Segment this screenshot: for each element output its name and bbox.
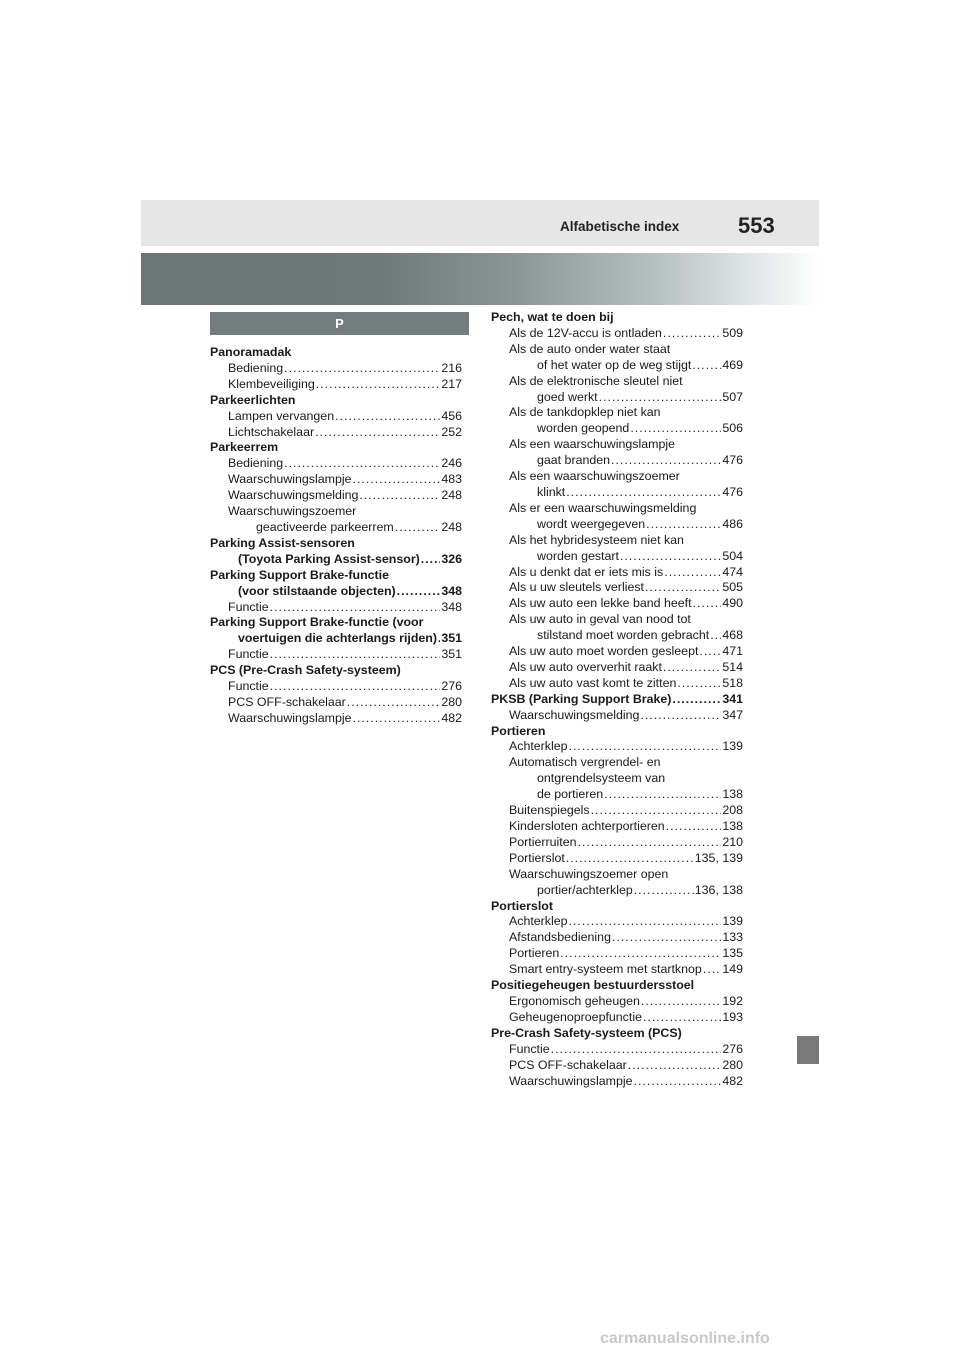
page-reference: 149: [722, 962, 743, 977]
index-heading: [491, 978, 743, 994]
entry-text: Waarschuwingszoemer: [228, 504, 357, 519]
entry-text: Ergonomisch geheugen: [509, 993, 640, 1008]
index-heading: [210, 536, 462, 568]
entry-text: PCS OFF-schakelaar: [228, 694, 346, 709]
entry-text: Portieren: [491, 723, 546, 738]
dot-leader: [270, 600, 441, 616]
dot-leader: [395, 520, 441, 536]
page-reference: 135, 139: [694, 850, 743, 865]
entry-text: Portierslot: [509, 850, 565, 865]
entry-text: gaat branden: [537, 453, 611, 468]
index-subentry: [491, 612, 743, 644]
entry-text: Als uw auto oververhit raakt: [509, 659, 662, 674]
dot-leader: [628, 1058, 722, 1074]
page-reference: 252: [441, 424, 462, 439]
dot-leader: [566, 851, 694, 867]
dot-leader: [646, 517, 721, 533]
index-subentry: [210, 472, 462, 488]
index-heading: [491, 310, 743, 326]
entry-text: Als een waarschuwingslampje: [509, 437, 675, 452]
page-reference: 348: [441, 599, 462, 614]
page-reference: 138: [722, 787, 743, 802]
entry-text: Geheugenoproepfunctie: [509, 1009, 642, 1024]
index-subentry: [210, 425, 462, 441]
entry-text: Panoramadak: [210, 345, 292, 359]
dot-leader: [569, 739, 722, 755]
dot-leader: [315, 425, 440, 441]
index-heading: [491, 1026, 743, 1042]
dot-leader: [693, 596, 722, 612]
entry-text: stilstand moet worden gebracht: [537, 628, 710, 643]
dot-leader: [703, 962, 722, 978]
page-reference: 280: [722, 1057, 743, 1072]
dot-leader: [335, 409, 440, 425]
index-subentry: [491, 374, 743, 406]
entry-text: Kindersloten achterportieren: [509, 819, 665, 833]
entry-text: Als de 12V-accu is ontladen: [509, 325, 662, 340]
index-heading: [210, 440, 462, 456]
entry-text: Functie: [228, 647, 269, 662]
header-band: [141, 200, 819, 246]
page-reference: 347: [722, 707, 743, 722]
index-subentry: [210, 488, 462, 504]
page-reference: 509: [722, 325, 743, 340]
decorative-gradient-band: [141, 253, 819, 305]
entry-text: PKSB (Parking Support Brake): [491, 691, 672, 706]
index-subentry: [491, 405, 743, 437]
entry-text: de portieren: [537, 787, 604, 802]
page-reference: 341: [722, 691, 743, 706]
dot-leader: [551, 1042, 722, 1058]
entry-text: Als uw auto vast komt te zitten: [509, 675, 677, 690]
entry-text: Waarschuwingszoemer open: [509, 866, 669, 881]
page-reference: 133: [722, 930, 743, 945]
entry-text: Als de auto onder water staat: [509, 341, 671, 356]
page-reference: 192: [722, 993, 743, 1008]
index-subentry: [210, 504, 462, 536]
dot-leader: [663, 326, 721, 342]
entry-text: Automatisch vergrendel- en: [509, 755, 661, 770]
page-reference: 505: [722, 580, 743, 595]
dot-leader: [612, 930, 721, 946]
index-subentry: [491, 803, 743, 819]
entry-text: Parking Support Brake-functie: [210, 567, 390, 582]
entry-text: Afstandsbediening: [509, 930, 611, 945]
section-thumb-tab: [797, 1036, 819, 1064]
index-subentry: [210, 711, 462, 727]
dot-leader: [284, 361, 440, 377]
dot-leader: [640, 708, 721, 724]
index-subentry: [210, 409, 462, 425]
dot-leader: [359, 488, 440, 504]
page-reference: 351: [441, 647, 462, 662]
entry-text: Smart entry-systeem met startknop: [509, 962, 702, 977]
index-subentry: [210, 600, 462, 616]
index-subentry: [491, 660, 743, 676]
index-subentry: [491, 437, 743, 469]
entry-text: Als een waarschuwingszoemer: [509, 469, 680, 484]
entry-text: geactiveerde parkeerrem: [256, 519, 394, 534]
entry-text: Als uw auto een lekke band heeft: [509, 596, 692, 611]
dot-leader: [710, 628, 721, 644]
index-heading: [491, 899, 743, 915]
entry-text: Achterklep: [509, 739, 568, 754]
page-reference: 136, 138: [694, 882, 743, 897]
dot-leader: [560, 946, 721, 962]
entry-text: Portierslot: [491, 898, 553, 913]
dot-leader: [421, 552, 441, 568]
entry-text: of het water op de weg stijgt: [537, 357, 692, 372]
index-heading: [210, 568, 462, 600]
index-subentry: [491, 565, 743, 581]
dot-leader: [620, 549, 721, 565]
index-subentry: [491, 835, 743, 851]
dot-leader: [316, 377, 441, 393]
entry-text: (Toyota Parking Assist-sensor): [238, 551, 420, 566]
entry-text: Als uw auto in geval van nood tot: [509, 612, 691, 627]
entry-text: Parkeerrem: [210, 440, 279, 455]
entry-text: PCS (Pre-Crash Safety-systeem): [210, 663, 401, 678]
page-reference: 506: [722, 421, 743, 436]
page-reference: 193: [722, 1009, 743, 1024]
index-subentry: [491, 994, 743, 1010]
page-reference: 210: [722, 834, 743, 849]
index-subentry: [491, 676, 743, 692]
entry-text: Buitenspiegels: [509, 803, 590, 818]
index-subentry: [491, 644, 743, 660]
dot-leader: [599, 390, 722, 406]
index-subentry: [491, 1010, 743, 1026]
index-subentry: [491, 596, 743, 612]
entry-text: Als er een waarschuwingsmelding: [509, 500, 697, 515]
entry-text: Portieren: [509, 946, 560, 961]
index-subentry: [210, 361, 462, 377]
entry-text: Parking Assist-sensoren: [210, 535, 355, 550]
index-subentry: [491, 930, 743, 946]
entry-text: Als u denkt dat er iets mis is: [509, 564, 664, 579]
entry-text: Functie: [228, 599, 269, 614]
entry-text: Pech, wat te doen bij: [491, 310, 614, 324]
index-subentry: [491, 342, 743, 374]
entry-text: Functie: [509, 1041, 550, 1056]
entry-text: worden gestart: [537, 548, 619, 563]
dot-leader: [611, 453, 721, 469]
page-reference: 208: [722, 803, 743, 818]
index-subentry: [491, 962, 743, 978]
dot-leader: [591, 803, 722, 819]
entry-text: ontgrendelsysteem van: [537, 771, 666, 786]
page-reference: 348: [441, 583, 462, 598]
index-heading: [491, 692, 743, 708]
entry-text: Lampen vervangen: [228, 408, 335, 423]
dot-leader: [566, 485, 721, 501]
entry-text: Waarschuwingslampje: [228, 710, 352, 725]
page-reference: 471: [722, 644, 743, 659]
entry-text: Functie: [228, 679, 269, 694]
dot-leader: [438, 631, 440, 647]
dot-leader: [643, 1010, 721, 1026]
page-reference: 138: [722, 819, 743, 833]
page-reference: 217: [441, 376, 462, 391]
index-subentry: [491, 819, 743, 835]
page-reference: 507: [722, 389, 743, 404]
index-subentry: [491, 501, 743, 533]
page-reference: 514: [722, 659, 743, 674]
section-letter-header: P: [210, 312, 469, 335]
dot-leader: [284, 456, 440, 472]
dot-leader: [353, 472, 441, 488]
page-reference: 276: [722, 1041, 743, 1056]
index-heading: [210, 663, 462, 679]
page-reference: 248: [441, 488, 462, 503]
index-subentry: [491, 533, 743, 565]
page-reference: 486: [722, 516, 743, 531]
entry-text: Als u uw sleutels verliest: [509, 580, 644, 595]
entry-text: PCS OFF-schakelaar: [509, 1057, 627, 1072]
index-subentry: [491, 708, 743, 724]
page-reference: 469: [722, 357, 743, 372]
dot-leader: [630, 421, 721, 437]
entry-text: goed werkt: [537, 389, 598, 404]
entry-text: Als uw auto moet worden gesleept: [509, 644, 699, 659]
index-subentry: [491, 755, 743, 803]
dot-leader: [634, 1074, 722, 1090]
page-reference: 276: [441, 679, 462, 694]
dot-leader: [645, 580, 721, 596]
page-reference: 135: [722, 946, 743, 961]
entry-text: Waarschuwingsmelding: [509, 707, 640, 722]
index-subentry: [491, 1074, 743, 1090]
dot-leader: [634, 883, 694, 899]
dot-leader: [692, 358, 721, 374]
page-reference: 326: [441, 551, 462, 566]
page-reference: 216: [441, 360, 462, 375]
dot-leader: [270, 647, 441, 663]
dot-leader: [663, 660, 721, 676]
dot-leader: [641, 994, 721, 1010]
index-subentry: [491, 469, 743, 501]
page-reference: 504: [722, 548, 743, 563]
index-subentry: [491, 946, 743, 962]
index-column-right: [491, 310, 743, 1089]
page-reference: 482: [441, 710, 462, 725]
entry-text: Klembeveiliging: [228, 376, 315, 391]
dot-leader: [672, 692, 721, 708]
index-subentry: [210, 695, 462, 711]
entry-text: Als het hybridesysteem niet kan: [509, 532, 684, 547]
index-subentry: [491, 914, 743, 930]
entry-text: Positiegeheugen bestuurdersstoel: [491, 978, 695, 993]
page-reference: 476: [722, 453, 743, 468]
dot-leader: [347, 695, 441, 711]
entry-text: Portierruiten: [509, 834, 577, 849]
dot-leader: [699, 644, 721, 660]
header-title: Alfabetische index: [560, 219, 680, 234]
index-heading: [210, 615, 462, 647]
index-column-left: [210, 345, 462, 727]
entry-text: voertuigen die achterlangs rijden): [238, 631, 437, 646]
entry-text: worden geopend: [537, 421, 630, 436]
page-reference: 490: [722, 596, 743, 611]
dot-leader: [397, 584, 441, 600]
entry-text: klinkt: [537, 484, 566, 499]
index-subentry: [491, 580, 743, 596]
watermark: carmanualsonline.info: [600, 1330, 770, 1347]
index-heading: [210, 393, 462, 409]
index-subentry: [491, 867, 743, 899]
index-heading: [491, 724, 743, 740]
entry-text: Lichtschakelaar: [228, 424, 315, 439]
index-subentry: [491, 739, 743, 755]
page-reference: 139: [722, 914, 743, 929]
page-number: 553: [738, 213, 775, 238]
page-reference: 280: [441, 694, 462, 709]
page-reference: 476: [722, 484, 743, 499]
index-subentry: [210, 679, 462, 695]
page-reference: 483: [441, 472, 462, 487]
entry-text: portier/achterklep: [537, 882, 633, 897]
dot-leader: [677, 676, 721, 692]
page-reference: 351: [441, 631, 462, 646]
page-reference: 248: [441, 519, 462, 534]
page-reference: 456: [441, 408, 462, 423]
index-subentry: [491, 851, 743, 867]
entry-text: Als de elektronische sleutel niet: [509, 373, 683, 388]
dot-leader: [578, 835, 722, 851]
page-reference: 246: [441, 456, 462, 471]
dot-leader: [569, 914, 722, 930]
page-reference: 518: [722, 675, 743, 690]
entry-text: Waarschuwingsmelding: [228, 488, 359, 503]
index-subentry: [210, 377, 462, 393]
index-subentry: [210, 456, 462, 472]
index-heading: [210, 345, 462, 361]
dot-leader: [270, 679, 441, 695]
entry-text: Parkeerlichten: [210, 392, 296, 407]
page-reference: 139: [722, 739, 743, 754]
index-subentry: [491, 1042, 743, 1058]
page-reference: 482: [722, 1073, 743, 1088]
page-reference: 468: [722, 628, 743, 643]
entry-text: (voor stilstaande objecten): [238, 583, 396, 598]
entry-text: Bediening: [228, 360, 284, 375]
dot-leader: [664, 565, 721, 581]
entry-text: Waarschuwingslampje: [228, 472, 352, 487]
entry-text: Waarschuwingslampje: [509, 1073, 633, 1088]
index-subentry: [491, 1058, 743, 1074]
entry-text: Bediening: [228, 456, 284, 471]
index-subentry: [491, 326, 743, 342]
page-reference: 474: [722, 564, 743, 579]
index-subentry: [210, 647, 462, 663]
entry-text: Pre-Crash Safety-systeem (PCS): [491, 1025, 682, 1040]
entry-text: Achterklep: [509, 914, 568, 929]
dot-leader: [604, 787, 721, 803]
entry-text: Als de tankdopklep niet kan: [509, 405, 661, 420]
dot-leader: [666, 819, 722, 835]
dot-leader: [353, 711, 441, 727]
entry-text: Parking Support Brake-functie (voor: [210, 615, 424, 630]
entry-text: wordt weergegeven: [537, 516, 646, 531]
